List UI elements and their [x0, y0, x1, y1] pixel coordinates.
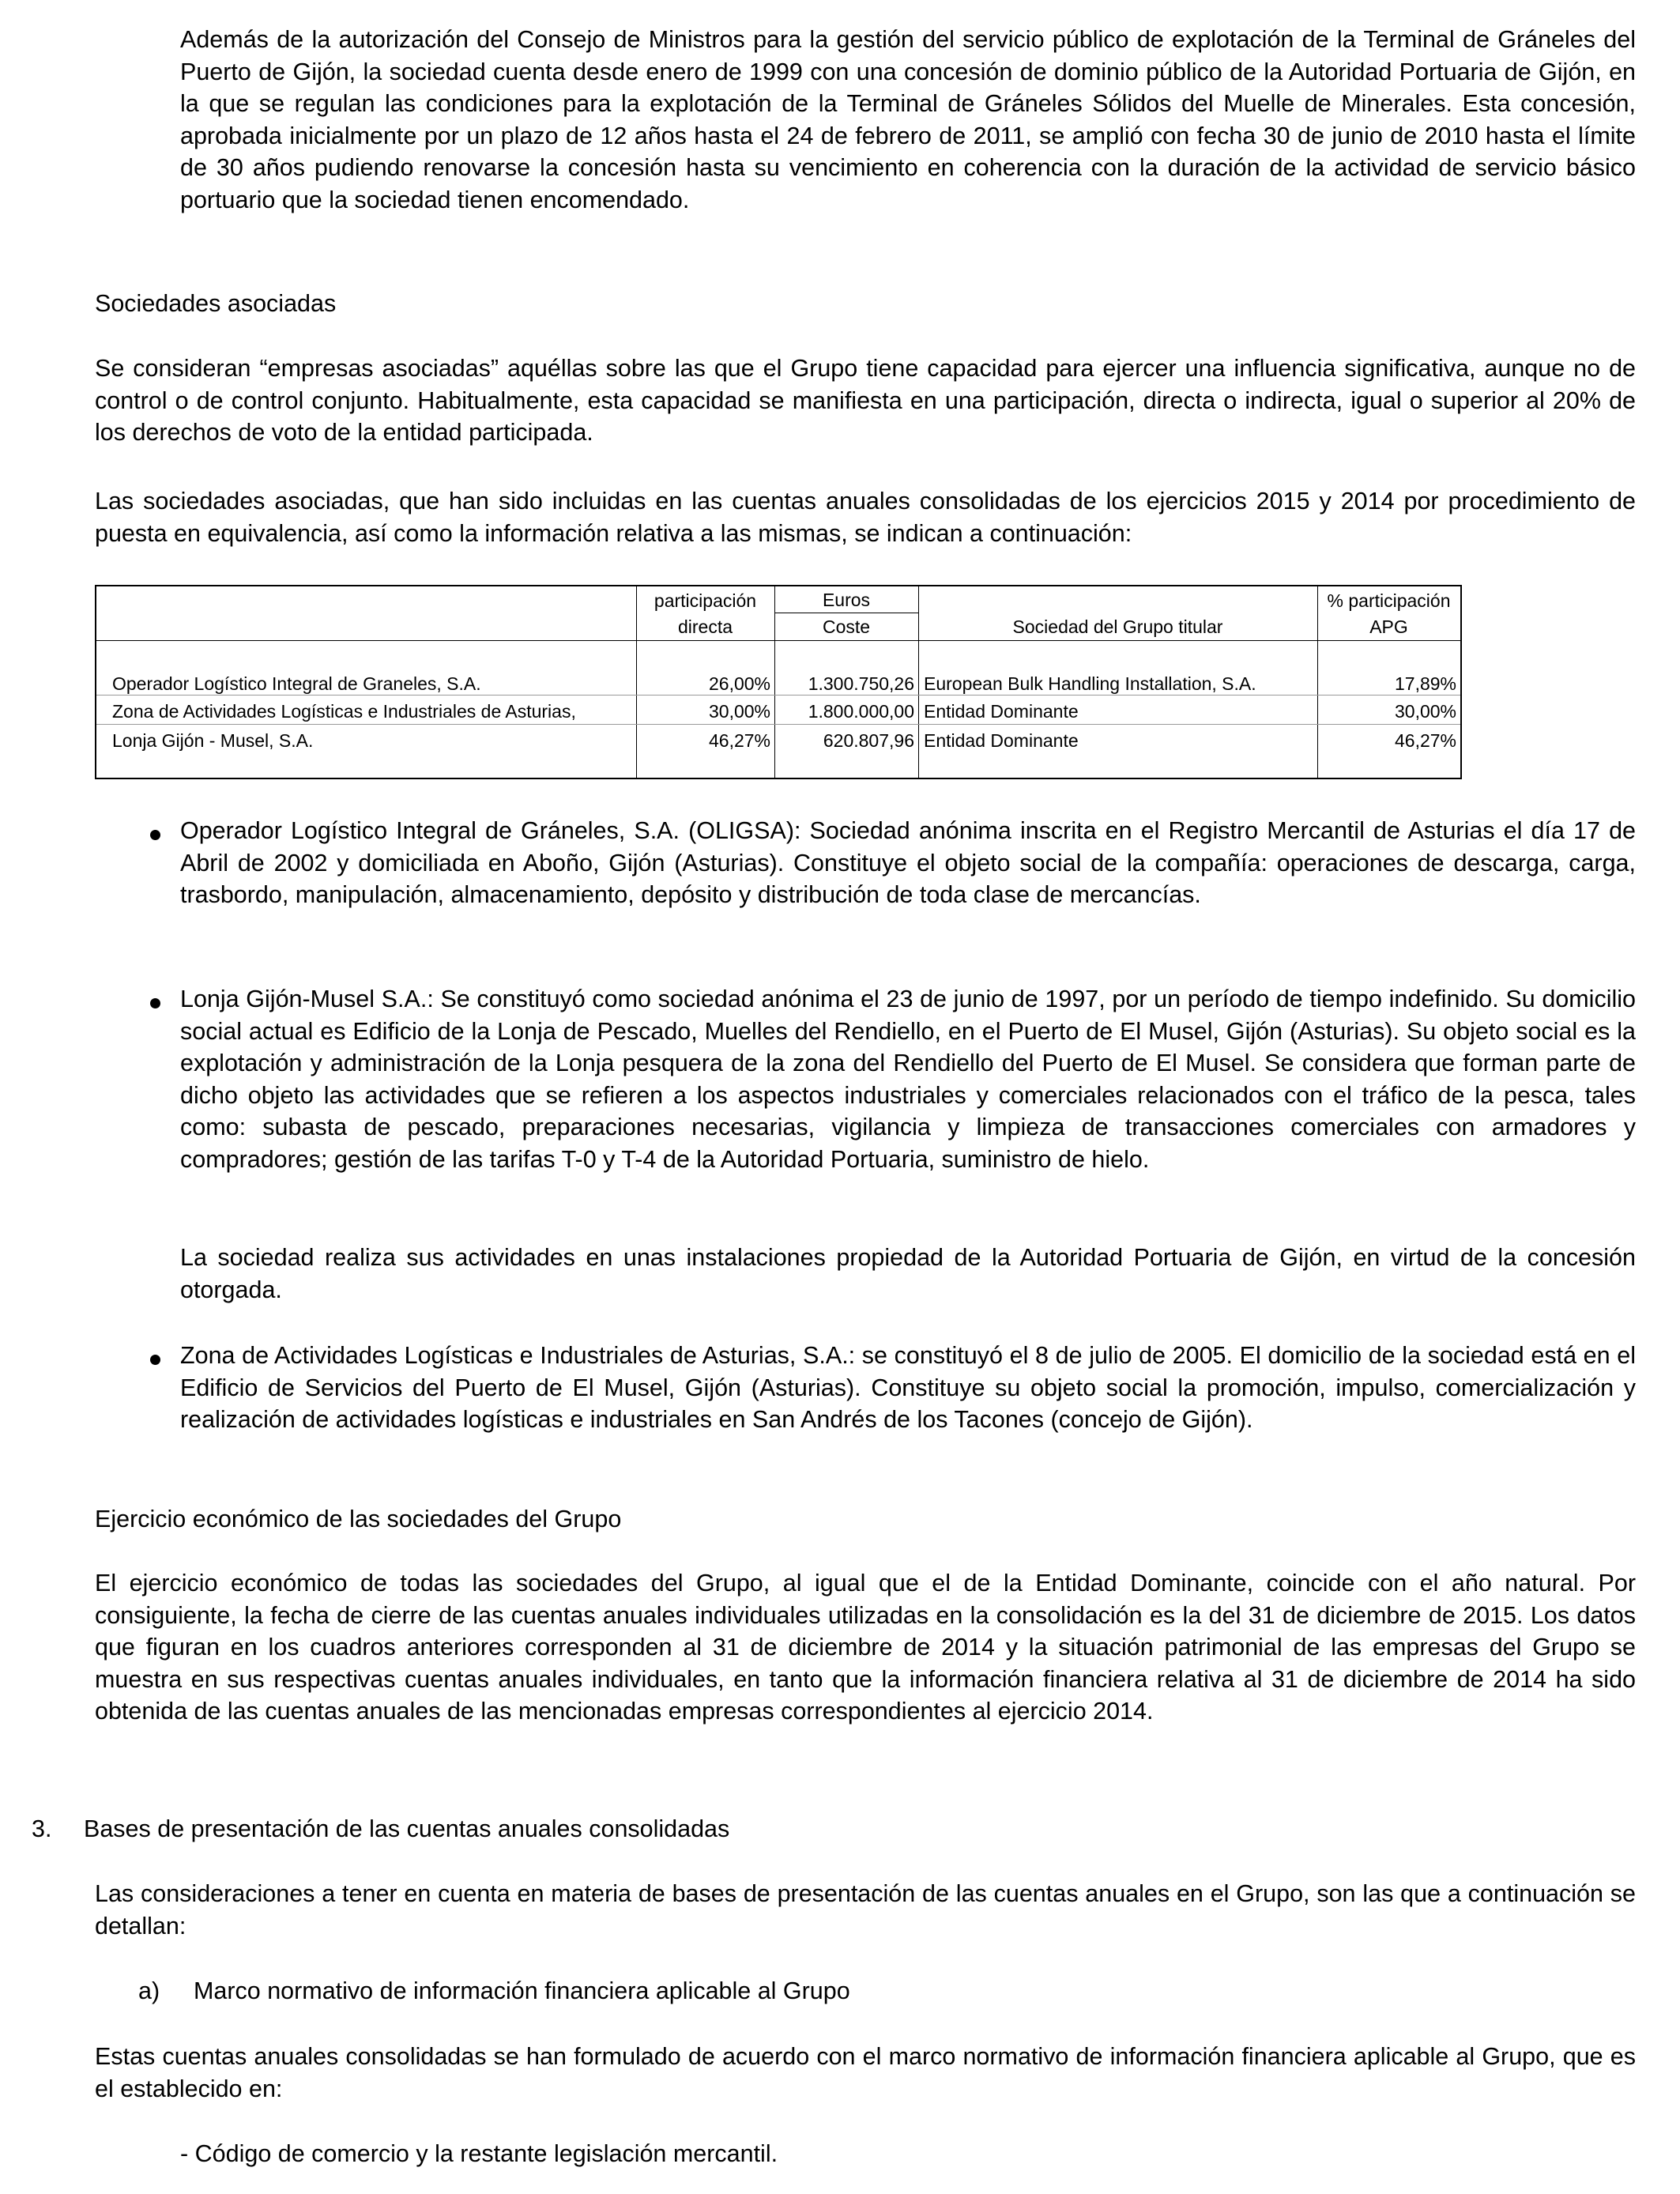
table-row-coste: 1.300.750,26 — [808, 673, 914, 694]
header-directa: directa — [677, 616, 733, 637]
table-row-pct: 46,27% — [708, 730, 770, 751]
header-pct-participacion: % participación — [1327, 590, 1451, 611]
table-row-titular: Entidad Dominante — [924, 701, 1079, 722]
paragraph-sociedades-incluidas: Las sociedades asociadas, que han sido incluidas en las cuentas anuales consolidadas de los ejercicios 2015 y 2014 por procedimiento de puesta en equivalencia, así como la información relativa a las mismas, se indican a continuación: — [95, 488, 1636, 547]
table-row-name: Zona de Actividades Logísticas e Industriales de Asturias, — [112, 701, 576, 722]
paragraph-consideraciones: Las consideraciones a tener en cuenta en materia de bases de presentación de las cuentas anuales en el Grupo, son las que a continuación se detallan: — [95, 1880, 1636, 1940]
header-coste: Coste — [822, 616, 871, 637]
table-row-pct: 26,00% — [708, 673, 770, 694]
header-participacion: participación — [654, 590, 757, 611]
heading-sociedades-asociadas: Sociedades asociadas — [95, 290, 337, 317]
paragraph-empresas-asociadas: Se consideran “empresas asociadas” aquéllas sobre las que el Grupo tiene capacidad para ejercer una influencia significativa, aunque no de control o de control conjunto. Habitualmente, esta capacidad se manifiesta en una participación, directa o indirecta, igual o superior al 20% de los derechos de voto de la entidad participada. — [95, 355, 1636, 446]
subsection-a-title: Marco normativo de información financiera aplicable al Grupo — [194, 1977, 850, 2004]
table-row-pct: 30,00% — [708, 701, 770, 722]
heading-ejercicio-economico: Ejercicio económico de las sociedades del Grupo — [95, 1506, 622, 1532]
header-euros: Euros — [822, 590, 871, 610]
table-row-titular: Entidad Dominante — [924, 730, 1079, 751]
table-row-titular: European Bulk Handling Installation, S.A. — [924, 673, 1256, 694]
table-row-coste: 620.807,96 — [823, 730, 914, 751]
bullet-oligsa: Operador Logístico Integral de Gráneles, S.A. (OLIGSA): Sociedad anónima inscrita en el Registro Mercantil de Asturias el día 17 de Abril de 2002 y domiciliada en Aboño, Gijón (Asturias). Constituye el objeto social de la compañía: operaciones de descarga, carga, trasbordo, manipulación, almacenamiento, depósito y distribución de toda clase de mercancías. — [180, 817, 1636, 908]
table-row-coste: 1.800.000,00 — [808, 701, 914, 722]
section-3-title: Bases de presentación de las cuentas anuales consolidadas — [84, 1815, 730, 1842]
bullet-zalia: Zona de Actividades Logísticas e Industriales de Asturias, S.A.: se constituyó el 8 de julio de 2005. El domicilio de la sociedad está en el Edificio de Servicios del Puerto de El Musel, Gijón (Asturias). Constituye su objeto social la promoción, impulso, comercialización y realización de actividades logísticas e industriales en San Andrés de los Tacones (concejo de Gijón). — [180, 1342, 1636, 1433]
paragraph-lonja-instalaciones: La sociedad realiza sus actividades en unas instalaciones propiedad de la Autoridad Portuaria de Gijón, en virtud de la concesión otorgada. — [180, 1244, 1636, 1303]
table-row-apg: 17,89% — [1394, 673, 1456, 694]
table-row-name: Lonja Gijón - Musel, S.A. — [112, 730, 314, 751]
table-row-name: Operador Logístico Integral de Graneles, S.A. — [112, 673, 481, 694]
table-row-apg: 30,00% — [1394, 701, 1456, 722]
paragraph-autorizacion: Además de la autorización del Consejo de Ministros para la gestión del servicio público de explotación de la Terminal de Gráneles del Puerto de Gijón, la sociedad cuenta desde enero de 1999 con una concesión de dominio público de la Autoridad Portuaria de Gijón, en la que se regulan las condiciones para la explotación de la Terminal de Gráneles Sólidos del Muelle de Minerales. Esta concesión, aprobada inicialmente por un plazo de 12 años hasta el 24 de febrero de 2011, se amplió con fecha 30 de junio de 2010 hasta el límite de 30 años pudiendo renovarse la concesión hasta su vencimiento en coherencia con la duración de la actividad de servicio básico portuario que la sociedad tienen encomendado. — [180, 26, 1636, 213]
bullet-lonja-gijon-musel: Lonja Gijón-Musel S.A.: Se constituyó como sociedad anónima el 23 de junio de 1997, por un período de tiempo indefinido. Su domicilio social actual es Edificio de la Lonja de Pescado, Muelles del Rendiello, en el Puerto de El Musel, Gijón (Asturias). Su objeto social es la explotación y administración de la Lonja pesquera de la zona del Rendiello del Puerto de El Musel. Se considera que forman parte de dicho objeto las actividades que se refieren a los aspectos industriales y comerciales relacionados con el tráfico de la pesca, tales como: subasta de pescado, preparaciones necesarias, vigilancia y limpieza de transacciones comerciales con armadores y compradores; gestión de las tarifas T-0 y T-4 de la Autoridad Portuaria, suministro de hielo. — [180, 986, 1636, 1173]
table-row-apg: 46,27% — [1394, 730, 1456, 751]
paragraph-marco-normativo: Estas cuentas anuales consolidadas se han formulado de acuerdo con el marco normativo de información financiera aplicable al Grupo, que es el establecido en: — [95, 2043, 1636, 2102]
bullet-icon — [150, 1355, 160, 1365]
bullet-icon — [150, 830, 160, 840]
section-3-number: 3. — [32, 1815, 52, 1842]
associates-table — [95, 585, 1462, 779]
list-item-codigo-comercio: - Código de comercio y la restante legislación mercantil. — [180, 2140, 778, 2167]
table-divider — [96, 640, 1460, 641]
bullet-icon — [150, 998, 160, 1008]
subsection-a-letter: a) — [138, 1977, 160, 2004]
header-sociedad-titular: Sociedad del Grupo titular — [1012, 616, 1223, 637]
table-divider — [96, 724, 1460, 725]
paragraph-ejercicio-economico: El ejercicio económico de todas las sociedades del Grupo, al igual que el de la Entidad Dominante, coincide con el año natural. Por consiguiente, la fecha de cierre de las cuentas anuales individuales utilizadas en la consolidación es la del 31 de diciembre de 2015. Los datos que figuran en los cuadros anteriores corresponden al 31 de diciembre de 2014 y la situación patrimonial de las empresas del Grupo se muestra en sus respectivas cuentas anuales individuales, en tanto que la información financiera relativa al 31 de diciembre de 2014 ha sido obtenida de las cuentas anuales de las mencionadas empresas correspondientes al ejercicio 2014. — [95, 1570, 1636, 1725]
header-apg: APG — [1369, 616, 1408, 637]
